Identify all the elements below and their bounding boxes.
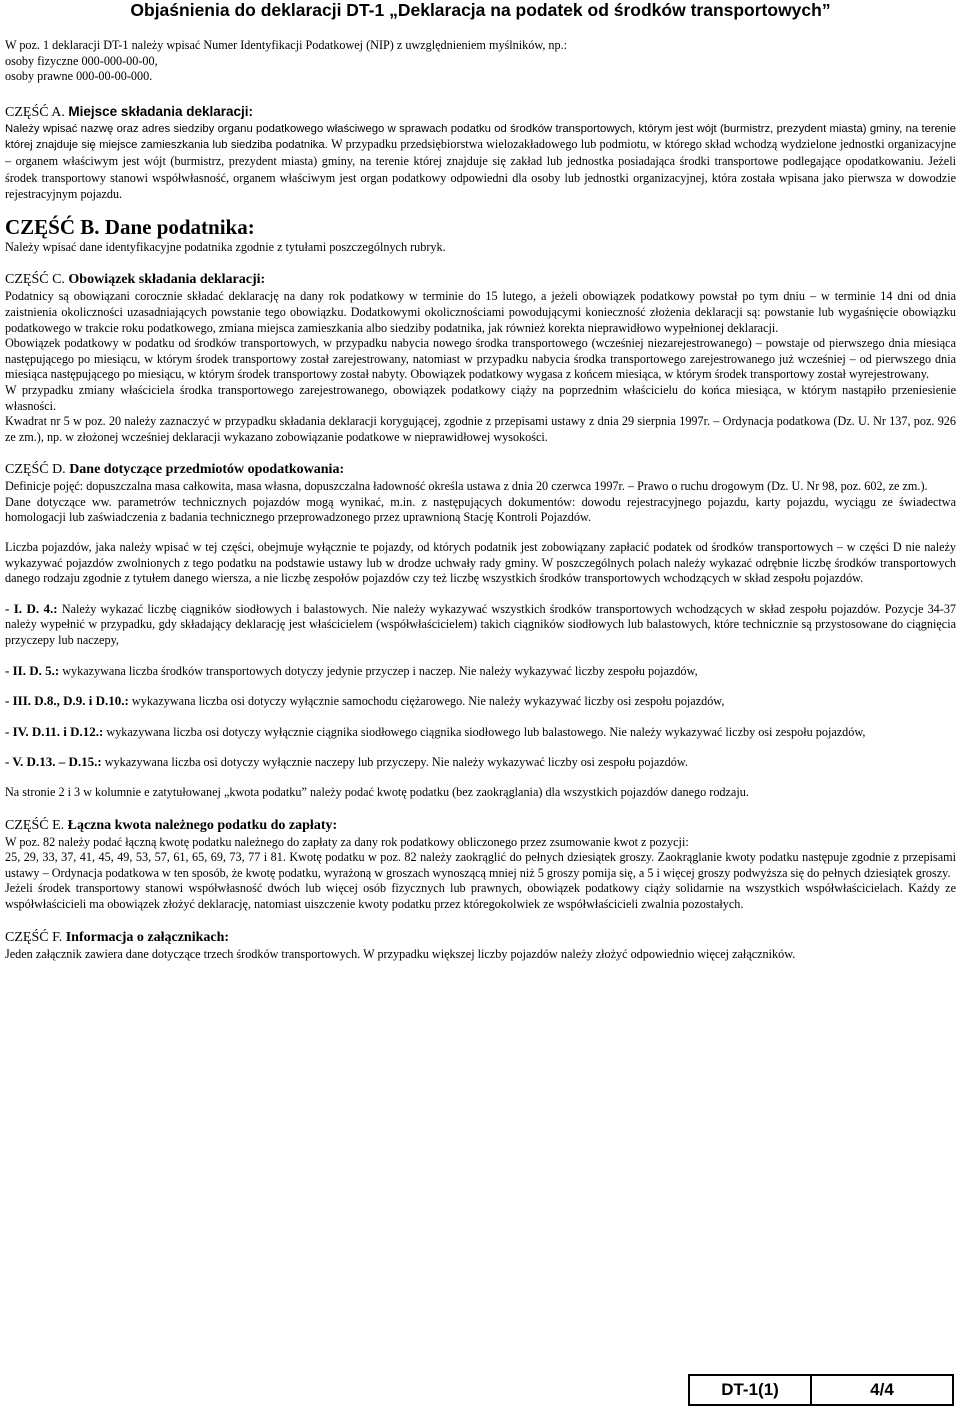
- section-e-title: Łączna kwota należnego podatku do zapłaty:: [67, 817, 338, 833]
- section-b-text: Należy wpisać dane identyfikacyjne podatnika zgodnie z tytułami poszczególnych rubryk.: [5, 239, 446, 254]
- section-f-title: Informacja o załącznikach:: [65, 929, 230, 945]
- list-item: [5, 693, 956, 710]
- section-a-text-1: Należy wpisać nazwę oraz adres siedziby organu podatkowego właściwego w sprawach podatku od środków transportowych, którym jest wójt (burmistrz, prezydent miasta) gminy, na terenie której znajduje się miejsce zamieszkania lub siedziba podatnika.: [5, 122, 956, 152]
- section-d-heading: [5, 461, 956, 479]
- section-d-paragraph: Dane dotyczące ww. parametrów technicznych pojazdów mogą wynikać, m.in. z następujących dokumentów: dowodu rejestracyjnego pojazdu, karty pojazdu, wyciągu ze świadectwa homologacji lub zaświadczenia z badania technicznego przeprowadzonego przez uprawnioną Stację Kontroli Pojazdów.: [5, 494, 956, 525]
- list-item: [5, 601, 956, 649]
- section-d-paragraph: Na stronie 2 i 3 w kolumnie e zatytułowanej „kwota podatku” należy podać kwotę podatku (bez zaokrąglania) dla wszystkich pojazdów danego rodzaju.: [5, 785, 749, 799]
- section-e-prefix: CZĘŚĆ E.: [5, 817, 65, 833]
- section-c-title: Obowiązek składania deklaracji:: [68, 272, 266, 288]
- section-d-paragraph: Liczba pojazdów, jaka należy wpisać w tej części, obejmuje wyłącznie te pojazdy, od których podatnik jest zobowiązany zapłacić podatek od środków transportowych – w części D nie należy wykazywać pojazdów zwolnionych z tego podatku na podstawie ustawy lub w drodze uchwały rady gminy. W poszczególnych polach należy wykazać odrębnie liczbę środków transportowych danego rodzaju zgodnie z tytułem danego wiersza, a nie liczbę zespołów pojazdów czy też liczbę wszystkich środków transportowych wchodzących w skład zespołu pojazdów.: [5, 540, 956, 586]
- item-text: wykazywana liczba osi dotyczy wyłącznie ciągnika siodłowego ciągnika siodłowego lub balastowego. Nie należy wykazywać liczby osi zespołu pojazdów,: [106, 724, 866, 739]
- section-c-prefix: CZĘŚĆ C.: [5, 272, 65, 288]
- section-a-heading: [5, 103, 956, 122]
- section-f-paragraph: Jeden załącznik zawiera dane dotyczące trzech środków transportowych. W przypadku większej liczby pojazdów należy złożyć odpowiednio więcej załączników.: [5, 946, 796, 961]
- footer-page-number: 4/4: [870, 1380, 894, 1400]
- section-a-prefix: CZĘŚĆ A.: [5, 104, 65, 120]
- intro: [5, 38, 956, 85]
- list-item: [5, 724, 956, 741]
- section-e-heading: [5, 817, 956, 835]
- section-e-paragraph: W poz. 82 należy podać łączną kwotę podatku należnego do zapłaty za dany rok podatkowy obliczonego przez zsumowanie kwot z pozycji:: [5, 834, 689, 849]
- section-e: [5, 817, 956, 913]
- section-c-paragraph: Podatnicy są obowiązani corocznie składać deklarację na dany rok podatkowy w terminie do 15 lutego, a jeżeli obowiązek podatkowy powstał po tym dniu – w terminie 14 dni od dnia zaistnienia okoliczności uzasadniających powstanie tego obowiązku. Dodatkowymi okolicznościami powodującymi konieczność złożenia deklaracji są: powstanie lub wygaśnięcie obowiązku podatkowego w trakcie roku podatkowego, zmiana miejsca zamieszkania albo siedziby podatnika, jak również korekta nieprawidłowo wypełnionej deklaracji.: [5, 289, 956, 335]
- section-c-heading: [5, 271, 956, 289]
- intro-line: osoby prawne 000-00-00-000.: [5, 69, 153, 84]
- section-e-paragraph: 25, 29, 33, 37, 41, 45, 49, 53, 57, 61, 65, 69, 73, 77 i 81. Kwotę podatku w poz. 82 należy zaokrąglić do pełnych dziesiątek groszy. Zaokrąglanie kwoty podatku następuje zgodnie z przepisami ustawy – Ordynacja podatkowa w ten sposób, że kwotę podatku, wyrażoną w groszach wynoszącą mniej niż 5 groszy pomija się, a 5 i więcej groszy podwyższa się do pełnych dziesiątek groszy.: [5, 850, 956, 880]
- footer-form-code: DT-1(1): [690, 1376, 812, 1404]
- list-item: [5, 754, 956, 771]
- section-d-title: Dane dotyczące przedmiotów opodatkowania:: [69, 462, 345, 478]
- section-a: [5, 103, 956, 204]
- item-label: - IV. D.11. i D.12.:: [5, 723, 104, 739]
- section-d: [5, 461, 956, 800]
- item-label: - III. D.8., D.9. i D.10.:: [5, 693, 129, 709]
- item-label: - I. D. 4.:: [5, 600, 58, 616]
- item-text: wykazywana liczba środków transportowych dotyczy jedynie przyczep i naczep. Nie należy wykazywać liczby zespołu pojazdów,: [62, 663, 698, 678]
- section-c-paragraph: Obowiązek podatkowy w podatku od środków transportowych, w przypadku nabycia nowego środka transportowego (wcześniej niezarejestrowanego) – powstaje od pierwszego dnia miesiąca następującego po miesiącu, w którym środek transportowy został zarejestrowany, natomiast w przypadku nabycia środka transportowego zarejestrowanego już wcześniej – od pierwszego dnia miesiąca następującego po miesiącu, w którym środek transportowy został nabyty. Obowiązek podatkowy wygasa z końcem miesiąca, w którym środek transportowy został wyrejestrowany.: [5, 336, 956, 382]
- section-c-paragraph: W przypadku zmiany właściciela środka transportowego zarejestrowanego, obowiązek podatkowy ciąży na poprzednim właścicielu do końca miesiąca, w którym nastąpiło przeniesienie własności.: [5, 382, 956, 413]
- item-text: wykazywana liczba osi dotyczy wyłącznie samochodu ciężarowego. Nie należy wykazywać liczby osi zespołu pojazdów,: [131, 694, 725, 709]
- intro-line: W poz. 1 deklaracji DT-1 należy wpisać Numer Identyfikacji Podatkowej (NIP) z uwzględnieniem myślników, np.:: [5, 38, 568, 52]
- page-title: Objaśnienia do deklaracji DT-1 „Deklaracja na podatek od środków transportowych”: [130, 0, 831, 20]
- section-a-text: [5, 122, 956, 204]
- document-page: [5, 0, 956, 962]
- item-label: - V. D.13. – D.15.:: [5, 754, 102, 770]
- item-text: Należy wykazać liczbę ciągników siodłowych i balastowych. Nie należy wykazywać wszystkich środków transportowych wchodzących w skład zespołu pojazdów. Pozycje 34-37 należy wypełnić w przypadku, gdy składający deklarację jest właścicielem (współwłaścicielem) takich ciągników siodłowych lub balastowych, które technicznie są przystosowane do ciągnięcia przyczepy lub naczepy,: [5, 601, 957, 648]
- intro-line: osoby fizyczne 000-000-00-00,: [5, 53, 158, 68]
- section-a-title: Miejsce składania deklaracji:: [68, 103, 254, 119]
- section-f: [5, 929, 956, 963]
- section-d-prefix: CZĘŚĆ D.: [5, 462, 66, 478]
- section-a-text-2: W przypadku przedsiębiorstwa wielozakładowego lub podmiotu, w którego skład wchodzą wydzielone jednostki organizacyjne – organem właściwym jest wójt (burmistrz, prezydent miasta) gminy, na terenie której znajduje się zakład lub jednostka posiadająca środki transportowe podlegające opodatkowaniu. Jeżeli środek transportowy stanowi współwłasność, organem właściwym jest organ podatkowy odpowiedni dla osoby lub jednostki organizacyjnej, która została wpisana jako pierwsza w dowodzie rejestracyjnym pojazdu.: [5, 137, 956, 202]
- footer-form-box: [688, 1374, 954, 1406]
- section-c: [5, 271, 956, 445]
- list-item: [5, 663, 956, 680]
- section-b-title: CZĘŚĆ B. Dane podatnika:: [5, 214, 255, 239]
- item-text: wykazywana liczba osi dotyczy wyłącznie naczepy lub przyczepy. Nie należy wykazywać liczby osi zespołu pojazdów.: [104, 755, 688, 770]
- section-c-paragraph: Kwadrat nr 5 w poz. 20 należy zaznaczyć w przypadku składania deklaracji korygującej, zgodnie z przepisami ustawy z dnia 29 sierpnia 1997r. – Ordynacja podatkowa (Dz. U. Nr 137, poz. 926 ze zm.), np. w złożonej wcześniej deklaracji wykazano zobowiązanie podatkowe w nieprawidłowej wysokości.: [5, 414, 956, 444]
- section-d-paragraph: Definicje pojęć: dopuszczalna masa całkowita, masa własna, dopuszczalna ładowność określa ustawa z dnia 20 czerwca 1997r. – Prawo o ruchu drogowym (Dz. U. Nr 98, poz. 602, ze zm.).: [5, 479, 928, 494]
- item-label: - II. D. 5.:: [5, 662, 60, 678]
- section-b: [5, 214, 956, 256]
- section-e-paragraph: Jeżeli środek transportowy stanowi współwłasność dwóch lub więcej osób fizycznych lub prawnych, obowiązek podatkowy ciąży solidarnie na wszystkich współwłaścicielach. Każdy ze współwłaścicieli ma obowiązek złożyć deklarację, natomiast uiszczenie kwoty podatku przez któregokolwiek ze współwłaścicieli zwalnia pozostałych.: [5, 881, 956, 911]
- section-f-heading: [5, 929, 956, 947]
- section-f-prefix: CZĘŚĆ F.: [5, 929, 63, 945]
